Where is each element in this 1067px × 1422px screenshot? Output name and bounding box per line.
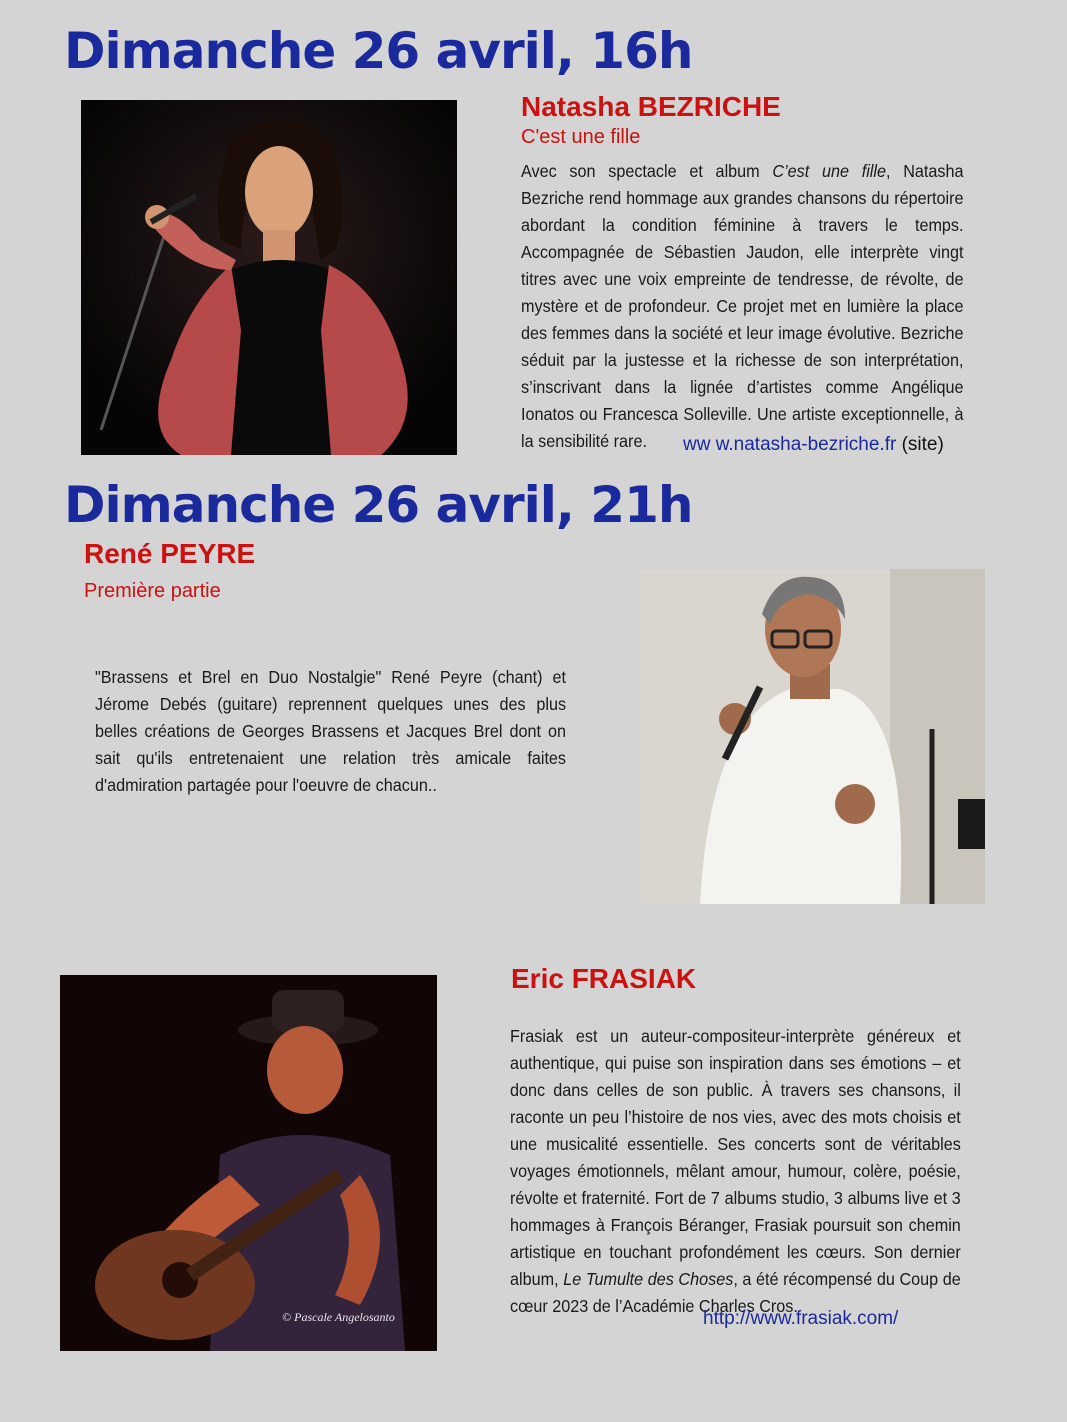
event1-heading: Dimanche 26 avril, 16h xyxy=(64,22,693,80)
event1-website-url[interactable]: ww w.natasha-bezriche.fr xyxy=(683,434,897,455)
event3-album-title: Le Tumulte des Choses xyxy=(563,1269,734,1289)
event1-artist-name: Natasha BEZRICHE xyxy=(521,91,781,122)
guitarist-image xyxy=(60,975,437,1351)
event3-website-link[interactable] xyxy=(703,1308,898,1330)
event3-description xyxy=(510,1023,961,1320)
event1-description-end: , Natasha Bezriche rend hommage aux grandes chansons du répertoire abordant la condition féminine à travers le temps. Accompagnée de Sébastien Jaudon, elle interprète vingt titres avec une voix empreinte de tendresse, de révolte, de mystère et de profondeur. Ce projet met en lumière la place des femmes dans la société et leur image évolutive. Bezriche séduit par la justesse et la richesse de son interprétation, s’inscrivant dans la lignée d’artistes comme Angélique Ionatos ou Francesca Solleville. Une artiste exceptionnelle, à la sensibilité rare. xyxy=(521,161,964,451)
event1-description xyxy=(521,158,964,455)
event2-subtitle: Première partie xyxy=(84,580,221,602)
event2-description: "Brassens et Brel en Duo Nostalgie" René Peyre (chant) et Jérome Debés (guitare) reprennent quelques unes des plus belles créations de Georges Brassens et Jacques Brel dont on sait qu'ils entretenaient une relation très amicale faites d'admiration partagée pour l'oeuvre de chacun.. xyxy=(95,667,567,795)
event1-website-link[interactable] xyxy=(683,434,944,456)
event2-artist-name: René PEYRE xyxy=(84,538,256,569)
event1-website-suffix: (site) xyxy=(896,434,944,455)
event1-subtitle: C'est une fille xyxy=(521,126,641,148)
singer-man-image xyxy=(640,569,985,904)
photo-credit: © Pascale Angelosanto xyxy=(282,1310,395,1324)
event2-heading: Dimanche 26 avril, 21h xyxy=(64,476,693,534)
event3-description-start: Frasiak est un auteur-compositeur-interprète généreux et authentique, qui puise son inspiration dans ses émotions – et donc dans celles de son public. À travers ses chansons, il raconte un peu l’histoire de nos vies, avec des mots choisis et une musicalité essentielle. Ses concerts sont de véritables voyages émotionnels, mêlant amour, humour, colère, poésie, révolte et fraternité. Fort de 7 albums studio, 3 albums live et 3 hommages à François Béranger, Frasiak poursuit son chemin artistique en touchant profondément les cœurs. Son dernier album, xyxy=(510,1026,961,1289)
rene-peyre-photo xyxy=(640,569,985,904)
natasha-bezriche-photo xyxy=(81,100,457,455)
eric-frasiak-photo xyxy=(60,975,437,1351)
singer-woman-image xyxy=(81,100,457,455)
event1-description-start: Avec son spectacle et album xyxy=(521,161,773,181)
event1-album-title: C’est une fille xyxy=(772,161,886,181)
event3-description-end: , a été récompensé du Coup de cœur 2023 de l’Académie Charles Cros. xyxy=(510,1269,961,1316)
event3-artist-name: Eric FRASIAK xyxy=(511,963,697,994)
event3-website-url[interactable]: http://www.frasiak.com/ xyxy=(703,1308,899,1329)
